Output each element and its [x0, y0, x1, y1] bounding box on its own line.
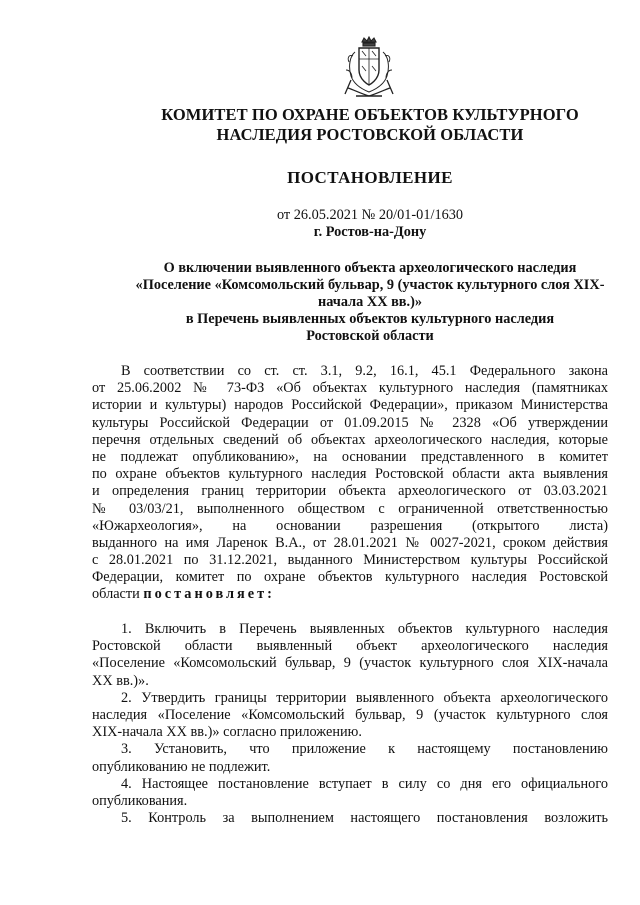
resolve-word: постановляет: — [143, 586, 275, 603]
body-line: «Южархеология», на основании разрешения (открытого листа) — [92, 517, 608, 534]
body-line: выданного на имя Ларенок В.А., от 28.01.2021 № 0027-2021, сроком действия — [92, 534, 608, 551]
clause-line: 3. Установить, что приложение к настоящему постановлению — [121, 741, 608, 758]
document-subject — [100, 260, 640, 345]
body-line: не подлежат опубликованию», на основании представленного в комитет — [92, 448, 608, 465]
coat-of-arms-icon — [342, 36, 396, 102]
body-line: и определения границ территории объекта археологического от 03.03.2021 — [92, 483, 608, 500]
body-line: истории и культуры) народов Российской Федерации», приказом Министерства — [92, 397, 608, 414]
body-line: В соответствии со ст. ст. 3.1, 9.2, 16.1, 45.1 Федерального закона — [121, 363, 608, 379]
clause-line: опубликованию не подлежит. — [92, 758, 271, 775]
clause-line: Ростовской области выявленный объект археологического наследия — [92, 638, 608, 655]
date-number: от 26.05.2021 № 20/01-01/1630 — [276, 207, 464, 223]
clause-line: 2. Утвердить границы территории выявленного объекта археологического — [121, 689, 608, 706]
organization-name-line: НАСЛЕДИЯ РОСТОВСКОЙ ОБЛАСТИ — [216, 125, 524, 144]
city: г. Ростов-на-Дону — [313, 224, 427, 240]
body-line — [92, 586, 608, 603]
clause-line: 4. Настоящее постановление вступает в силу со дня его официального — [121, 775, 608, 792]
body-line: от 25.06.2002 № 73-ФЗ «Об объектах культурного наследия (памятниках — [92, 380, 608, 397]
body-line: с 28.01.2021 по 31.12.2021, выданного Министерством культуры Российской — [92, 552, 608, 569]
document-meta — [100, 207, 640, 241]
subject-line: Ростовской области — [306, 328, 434, 344]
document-type: ПОСТАНОВЛЕНИЕ — [287, 168, 453, 187]
organization-name-line: КОМИТЕТ ПО ОХРАНЕ ОБЪЕКТОВ КУЛЬТУРНОГО — [161, 105, 579, 124]
body-line: № 03/03/21, выполненного обществом с ограниченной ответственностью — [92, 500, 608, 517]
clause-line: «Поселение «Комсомольский бульвар, 9 (участок культурного слоя XIX-начала — [92, 655, 608, 672]
subject-line: в Перечень выявленных объектов культурного наследия — [185, 311, 555, 327]
clause-line: опубликования. — [92, 792, 188, 809]
body-line: культуры Российской Федерации от 01.09.2015 № 2328 «Об утверждении — [92, 414, 608, 431]
clauses — [92, 621, 608, 827]
preamble — [92, 363, 608, 604]
subject-line: О включении выявленного объекта археологического наследия — [163, 260, 577, 276]
clause-line: 5. Контроль за выполнением настоящего постановления возложить — [121, 810, 608, 827]
body-line: по охране объектов культурного наследия Ростовской области акта выявления — [92, 466, 608, 483]
clause-line: 1. Включить в Перечень выявленных объектов культурного наследия — [121, 621, 608, 637]
clause-line: XX вв.)». — [92, 672, 149, 689]
subject-line: начала XX вв.)» — [317, 294, 423, 310]
clause-line: наследия «Поселение «Комсомольский бульвар, 9 (участок культурного слоя — [92, 706, 608, 723]
body-line: Федерации, комитет по охране объектов культурного наследия Ростовской — [92, 569, 608, 586]
clause-line: XIX-начала XX вв.)» согласно приложению. — [92, 724, 362, 741]
subject-line: «Поселение «Комсомольский бульвар, 9 (участок культурного слоя XIX- — [135, 277, 605, 293]
body-line: перечня отдельных сведений об объектах археологического наследия, которые — [92, 431, 608, 448]
organization-name — [100, 105, 640, 145]
body-line-text: области — [92, 586, 140, 603]
